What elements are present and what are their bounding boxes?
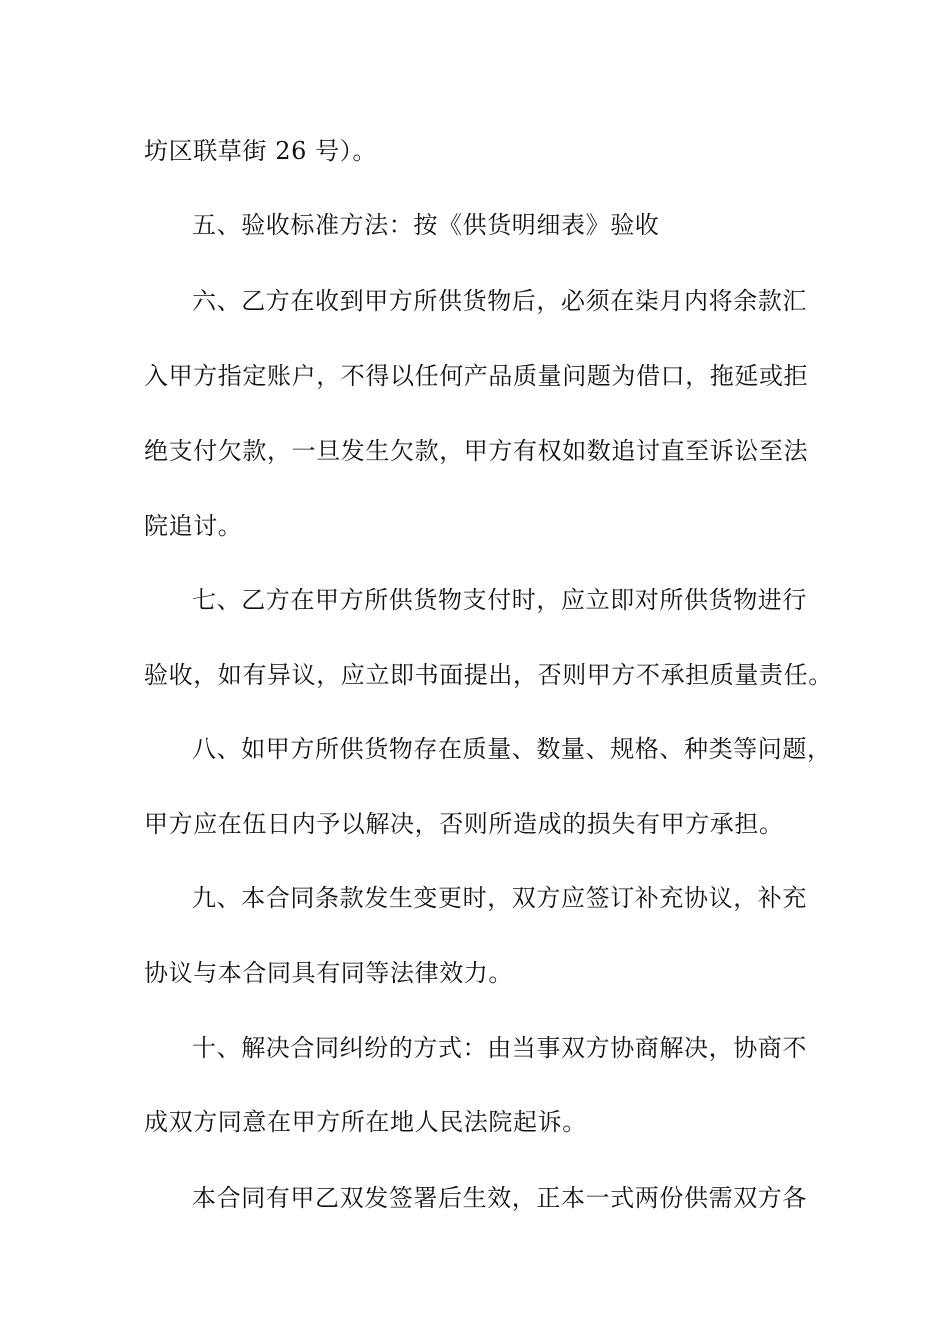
clause-5-acceptance: 五、验收标准方法：按《供货明细表》验收 — [192, 211, 660, 239]
clause-10-line-1: 十、解决合同纠纷的方式：由当事双方协商解决，协商不 — [192, 1034, 807, 1062]
clause-7-line-2: 验收，如有异议，应立即书面提出，否则甲方不承担质量责任。 — [144, 661, 833, 689]
clause-6-line-3: 绝支付欠款，一旦发生欠款，甲方有权如数追讨直至诉讼至法 — [144, 437, 809, 465]
closing-line-1: 本合同有甲乙双发签署后生效，正本一式两份供需双方各 — [192, 1184, 807, 1212]
clause-6-line-4: 院追讨。 — [144, 512, 243, 540]
text-line-address-end: 坊区联草街 26 号）。 — [144, 137, 377, 165]
clause-6-line-2: 入甲方指定账户，不得以任何产品质量问题为借口，拖延或拒 — [144, 362, 809, 390]
clause-10-line-2: 成双方同意在甲方所在地人民法院起诉。 — [144, 1108, 587, 1136]
clause-9-line-2: 协议与本合同具有同等法律效力。 — [144, 959, 513, 987]
clause-6-line-1: 六、乙方在收到甲方所供货物后，必须在柒月内将余款汇 — [192, 287, 807, 315]
clause-8-line-2: 甲方应在伍日内予以解决，否则所造成的损失有甲方承担。 — [144, 810, 784, 838]
clause-8-line-1: 八、如甲方所供货物存在质量、数量、规格、种类等问题， — [192, 735, 832, 763]
clause-7-line-1: 七、乙方在甲方所供货物支付时，应立即对所供货物进行 — [192, 586, 807, 614]
clause-9-line-1: 九、本合同条款发生变更时，双方应签订补充协议，补充 — [192, 884, 807, 912]
